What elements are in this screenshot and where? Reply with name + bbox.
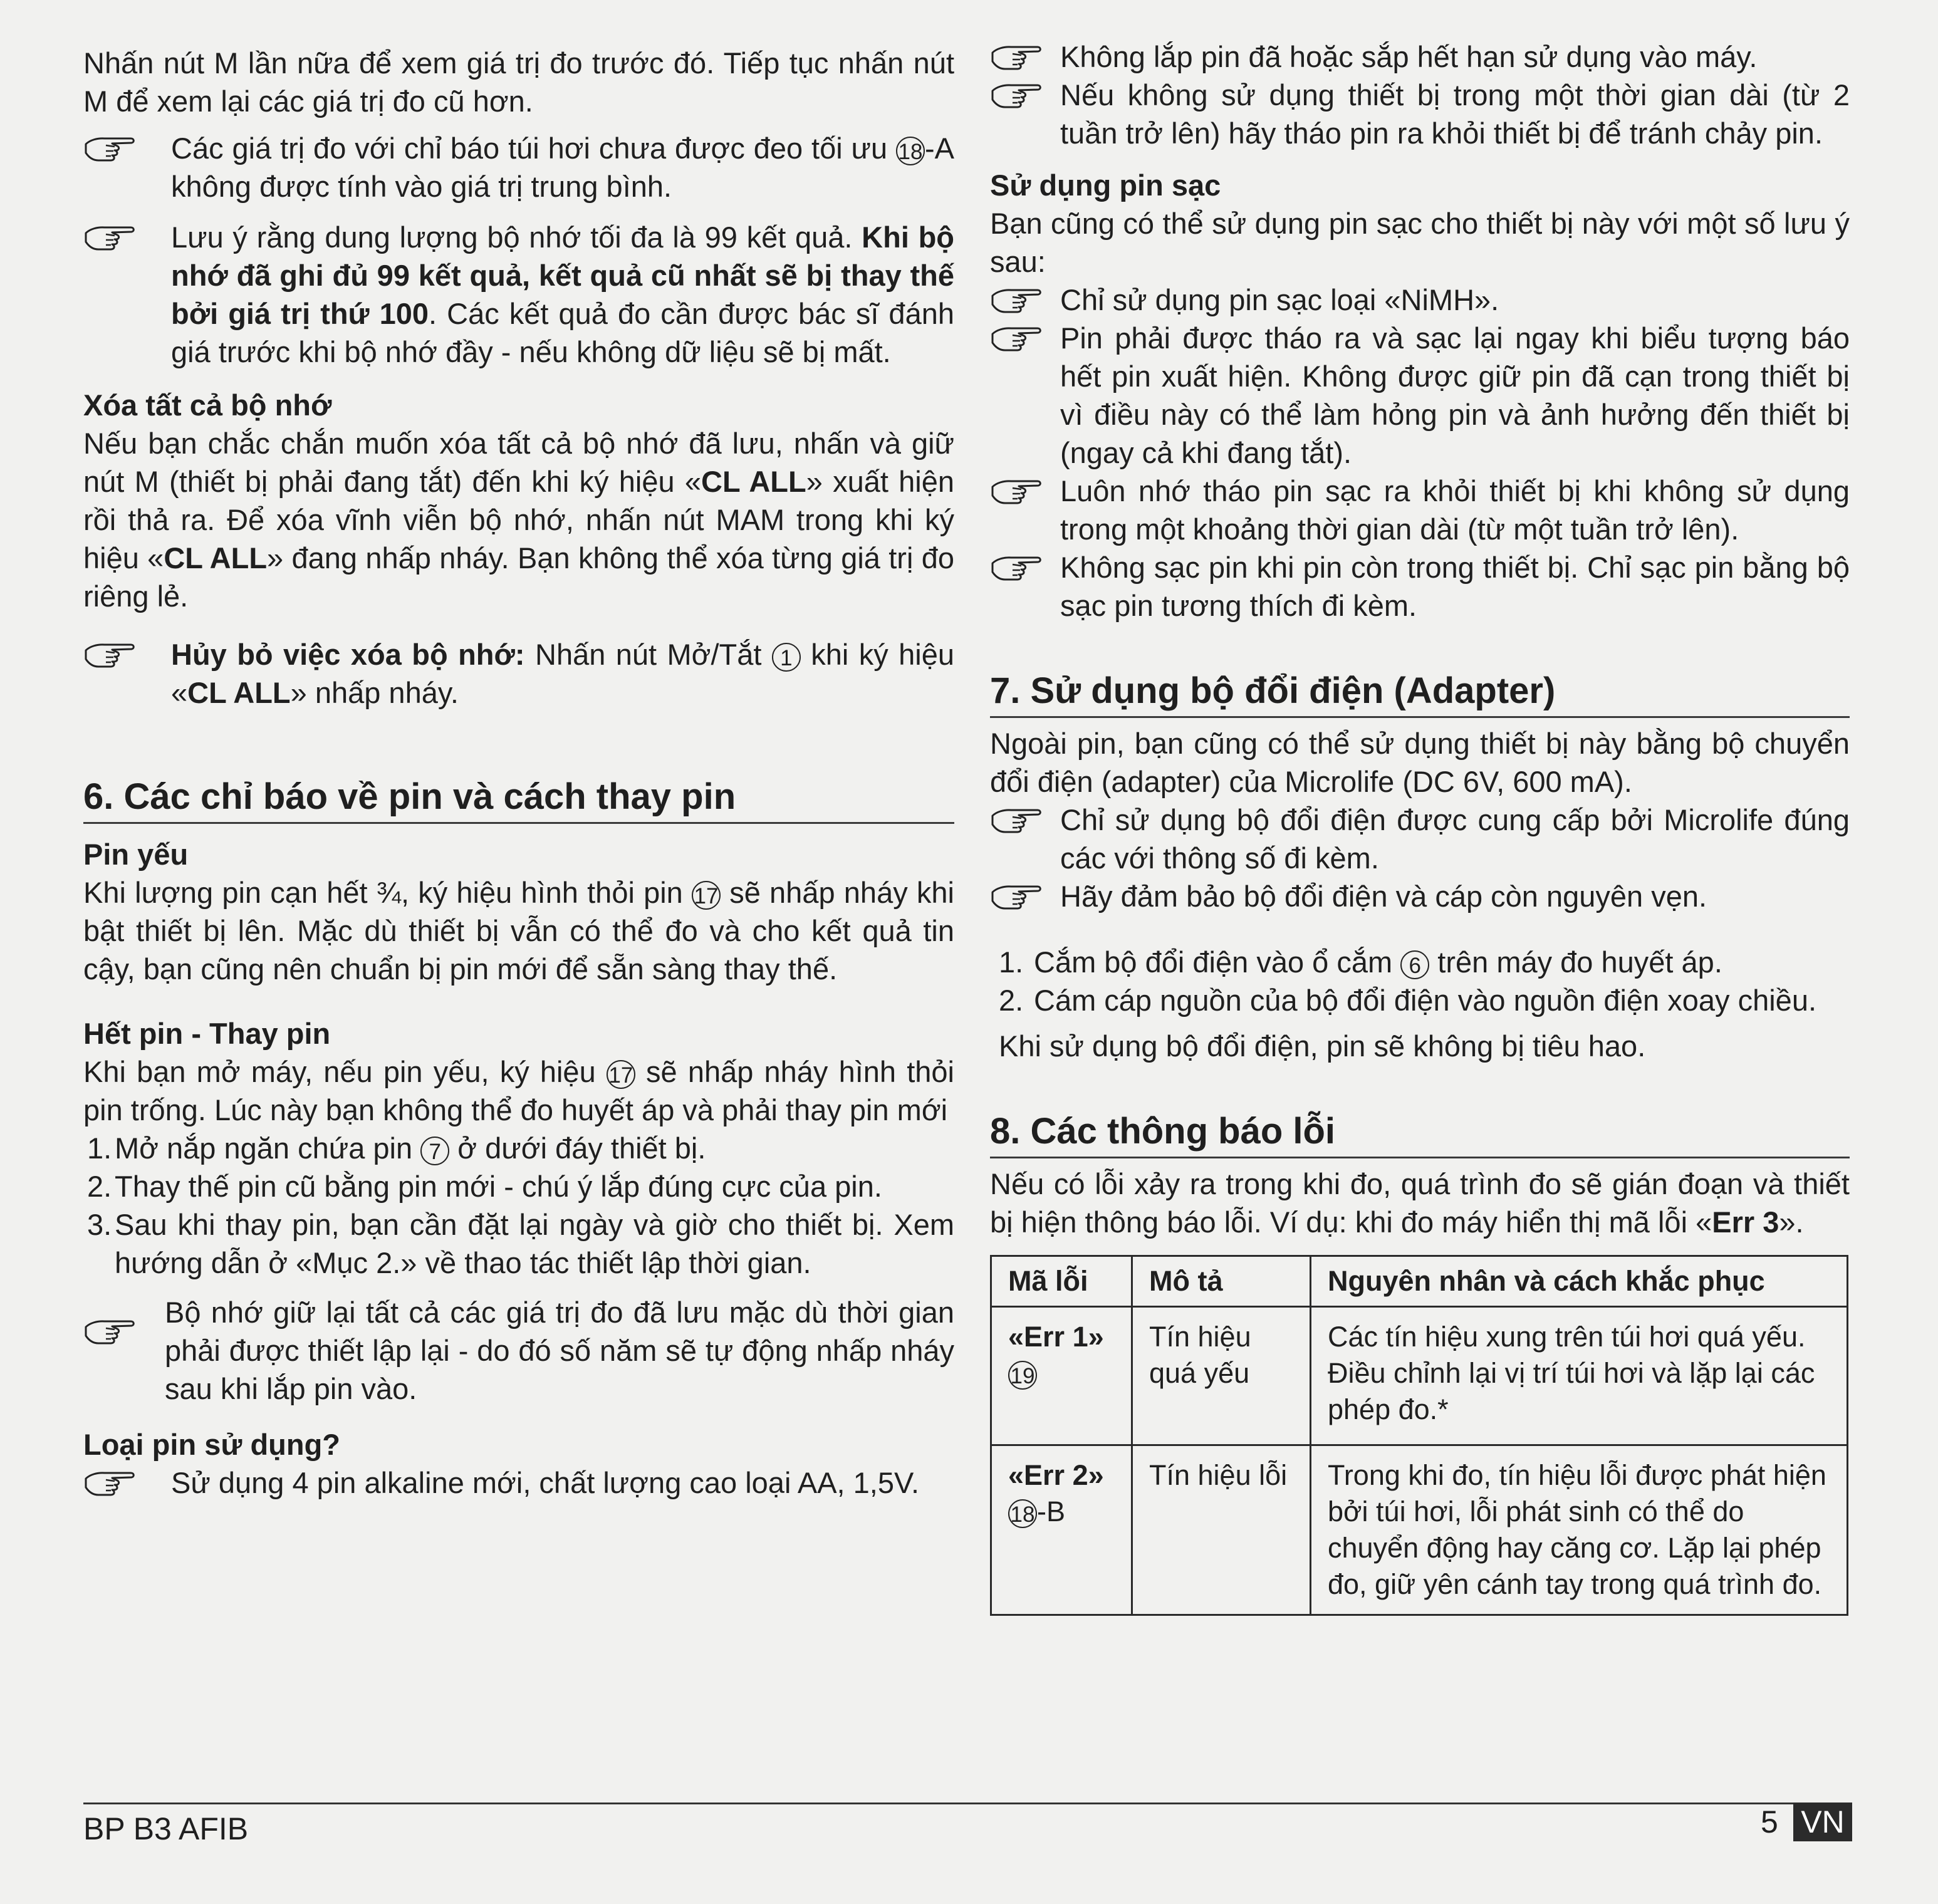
- circled-number-icon: 7: [420, 1137, 449, 1165]
- step-3: 3. Sau khi thay pin, bạn cần đặt lại ngày và giờ cho thiết bị. Xem hướng dẫn ở «Mục 2.» về thao tác thiết lập thời gian.: [87, 1208, 954, 1279]
- adapter-step-1: 1. Cắm bộ đổi điện vào ổ cắm 6 trên máy đo huyết áp.: [999, 945, 1722, 979]
- pointing-hand-icon: [990, 474, 1043, 506]
- error-fix-cell: Trong khi đo, tín hiệu lỗi được phát hiện bởi túi hơi, lỗi phát sinh có thể do chuyển động hay căng cơ. Lặp lại phép đo, giữ yên cánh tay trong quá trình đo.: [1311, 1445, 1848, 1615]
- note-text: Lưu ý rằng dung lượng bộ nhớ tối đa là 99 kết quả.: [171, 221, 862, 254]
- pointing-hand-icon: [83, 1314, 136, 1346]
- note-nimh: Chỉ sử dụng pin sạc loại «NiMH».: [990, 281, 1850, 319]
- section-8-heading: 8. Các thông báo lỗi: [990, 1109, 1850, 1158]
- table-header-row: [991, 1256, 1848, 1307]
- pointing-hand-icon: [990, 551, 1043, 582]
- note-bold-text: Khi bộ nhớ đã ghi đủ 99 kết quả, kết quả cũ nhất sẽ bị thay thế bởi giá trị thứ 100: [171, 221, 954, 330]
- adapter-paragraph: Ngoài pin, bạn cũng có thể sử dụng thiết bị này bằng bộ chuyển đổi điện (adapter) của Microlife (DC 6V, 600 mA).: [990, 727, 1850, 798]
- note-cancel-clear: Hủy bỏ việc xóa bộ nhớ: Nhấn nút Mở/Tắt 1 khi ký hiệu «CL ALL» nhấp nháy.: [83, 635, 954, 712]
- note-remove-rechargeable: Luôn nhớ tháo pin sạc ra khỏi thiết bị khi không sử dụng trong một khoảng thời gian dài (từ một tuần trở lên).: [990, 472, 1850, 548]
- circled-number-icon: 17: [607, 1060, 635, 1089]
- left-column: [83, 44, 954, 1502]
- error-desc-cell: Tín hiệu lỗi: [1132, 1445, 1311, 1615]
- note-text: Các giá trị đo với chỉ báo túi hơi chưa được đeo tối ưu: [171, 132, 896, 165]
- low-battery-paragraph: Khi lượng pin cạn hết ¾, ký hiệu hình thỏi pin 17 sẽ nhấp nháy khi bật thiết bị lên. Mặc dù thiết bị vẫn có thể đo và cho kết quả tin cậy, bạn cũng nên chuẩn bị pin mới để sẵn sàng thay thế.: [83, 876, 954, 986]
- note-cuff-indicator: [83, 129, 954, 205]
- footer-model: BP B3 AFIB: [83, 1811, 249, 1846]
- memory-paragraph: Nhấn nút M lần nữa để xem giá trị đo trước đó. Tiếp tục nhấn nút M để xem lại các giá trị đo cũ hơn.: [83, 46, 954, 118]
- pointing-hand-icon: [83, 638, 136, 669]
- column-header: Mô tả: [1132, 1256, 1311, 1307]
- step-2: 2. Thay thế pin cũ bằng pin mới - chú ý lắp đúng cực của pin.: [87, 1170, 882, 1203]
- adapter-step-2: 2. Cám cáp nguồn của bộ đổi điện vào nguồn điện xoay chiều.: [999, 984, 1817, 1017]
- note-memory-capacity: [83, 218, 954, 371]
- replace-battery-paragraph: Khi bạn mở máy, nếu pin yếu, ký hiệu 17 sẽ nhấp nháy hình thỏi pin trống. Lúc này bạn không thể đo huyết áp và phải thay pin mới: [83, 1055, 954, 1126]
- circled-number-icon: 1: [772, 643, 801, 672]
- error-code-cell: «Err 2» 18-B: [991, 1445, 1132, 1615]
- table-row: [991, 1307, 1848, 1445]
- circled-number-icon: 17: [692, 881, 721, 910]
- error-paragraph: Nếu có lỗi xảy ra trong khi đo, quá trình đo sẽ gián đoạn và thiết bị hiện thông báo lỗi. Ví dụ: khi đo máy hiển thị mã lỗi «Err 3».: [990, 1167, 1850, 1239]
- pointing-hand-icon: [990, 78, 1043, 110]
- table-row: [991, 1445, 1848, 1615]
- right-column: [990, 38, 1850, 1616]
- pointing-hand-icon: [83, 132, 136, 163]
- heading-clear-memory: Xóa tất cả bộ nhớ: [83, 388, 332, 422]
- pointing-hand-icon: [990, 321, 1043, 353]
- language-badge: VN: [1793, 1803, 1852, 1841]
- note-recharge-immediately: Pin phải được tháo ra và sạc lại ngay khi biểu tượng báo hết pin xuất hiện. Không được giữ pin đã cạn trong thiết bị vì điều này có thể làm hỏng pin và ảnh hưởng đến thiết bị (ngay cả khi đang tắt).: [990, 319, 1850, 472]
- pointing-hand-icon: [990, 40, 1043, 71]
- heading-battery-type: Loại pin sử dụng?: [83, 1428, 340, 1461]
- column-header: Nguyên nhân và cách khắc phục: [1311, 1256, 1848, 1307]
- pointing-hand-icon: [83, 221, 136, 252]
- note-charge-outside: Không sạc pin khi pin còn trong thiết bị. Chỉ sạc pin bằng bộ sạc pin tương thích đi kèm.: [990, 548, 1850, 625]
- pointing-hand-icon: [990, 880, 1043, 911]
- note-memory-retained: Bộ nhớ giữ lại tất cả các giá trị đo đã lưu mặc dù thời gian phải được thiết lập lại - do đó số năm sẽ tự động nhấp nháy sau khi lắp pin vào.: [83, 1293, 954, 1408]
- heading-replace-battery: Hết pin - Thay pin: [83, 1017, 331, 1050]
- circled-number-icon: 6: [1400, 950, 1429, 979]
- circled-number-icon: 18: [1008, 1499, 1037, 1528]
- column-header: Mã lỗi: [991, 1256, 1132, 1307]
- note-adapter-intact: Hãy đảm bảo bộ đổi điện và cáp còn nguyên vẹn.: [990, 877, 1850, 915]
- section-7-heading: 7. Sử dụng bộ đổi điện (Adapter): [990, 668, 1850, 718]
- step-1: 1. Mở nắp ngăn chứa pin 7 ở dưới đáy thiết bị.: [87, 1131, 706, 1165]
- section-6-heading: 6. Các chỉ báo về pin và cách thay pin: [83, 774, 954, 824]
- heading-rechargeable: Sử dụng pin sạc: [990, 169, 1221, 202]
- error-desc-cell: Tín hiệu quá yếu: [1132, 1307, 1311, 1445]
- circled-number-icon: 18: [896, 137, 925, 165]
- clear-memory-paragraph: Nếu bạn chắc chắn muốn xóa tất cả bộ nhớ đã lưu, nhấn và giữ nút M (thiết bị phải đang tắt) đến khi ký hiệu «CL ALL» xuất hiện rồi thả ra. Để xóa vĩnh viễn bộ nhớ, nhấn nút MAM trong khi ký hiệu «CL ALL» đang nhấp nháy. Bạn không thể xóa từng giá trị đo riêng lẻ.: [83, 427, 955, 613]
- note-adapter-microlife: Chỉ sử dụng bộ đổi điện được cung cấp bởi Microlife đúng các với thông số đi kèm.: [990, 801, 1850, 877]
- note-remove-battery: Nếu không sử dụng thiết bị trong một thời gian dài (từ 2 tuần trở lên) hãy tháo pin ra khỏi thiết bị để tránh chảy pin.: [990, 76, 1850, 152]
- note-expired-battery: Không lắp pin đã hoặc sắp hết hạn sử dụng vào máy.: [990, 38, 1850, 76]
- heading-low-battery: Pin yếu: [83, 838, 189, 871]
- adapter-note: Khi sử dụng bộ đổi điện, pin sẽ không bị tiêu hao.: [999, 1029, 1646, 1063]
- pointing-hand-icon: [990, 283, 1043, 315]
- page-number: 5: [1761, 1804, 1778, 1839]
- error-code-cell: «Err 1» 19: [991, 1307, 1132, 1445]
- note-battery-type: Sử dụng 4 pin alkaline mới, chất lượng cao loại AA, 1,5V.: [83, 1464, 954, 1502]
- note-text: -A không được tính vào giá trị trung bình.: [171, 132, 954, 203]
- error-fix-cell: Các tín hiệu xung trên túi hơi quá yếu. Điều chỉnh lại vị trí túi hơi và lặp lại các phép đo.*: [1311, 1307, 1848, 1445]
- footer-divider: [83, 1803, 1850, 1804]
- pointing-hand-icon: [83, 1466, 136, 1497]
- note-text: . Các kết quả đo cần được bác sĩ đánh giá trước khi bộ nhớ đầy - nếu không dữ liệu sẽ bị mất.: [171, 297, 954, 368]
- rechargeable-paragraph: Bạn cũng có thể sử dụng pin sạc cho thiết bị này với một số lưu ý sau:: [990, 207, 1850, 278]
- circled-number-icon: 19: [1008, 1361, 1037, 1390]
- pointing-hand-icon: [990, 803, 1043, 835]
- error-table: [990, 1255, 1848, 1616]
